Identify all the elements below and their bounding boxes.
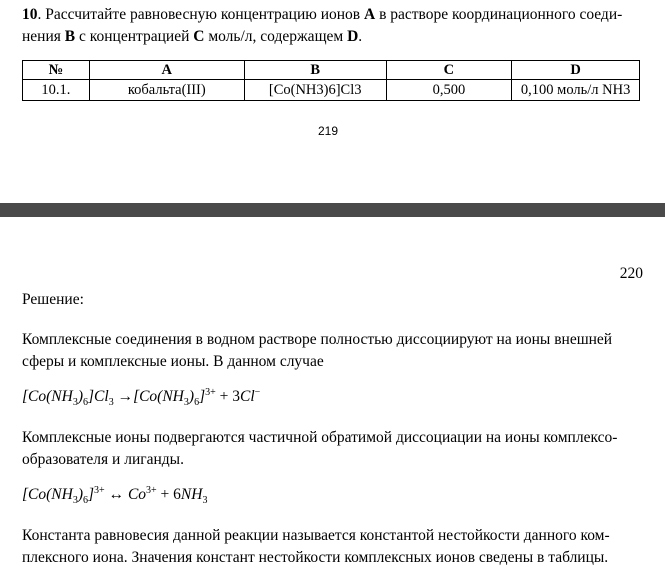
col-header: A [89,61,244,80]
solution-heading: Решение: [22,291,84,308]
problem-number: 10 [22,6,38,23]
col-header: B [244,61,386,80]
page-219 [0,0,665,203]
problem-text: . [358,28,363,45]
problem-statement [22,4,647,48]
equation-2 [22,485,207,506]
eq-text: $[Co(NH_3)_6]^{3+}$ ↔ $Co^{3+} + 6NH_3$ [22,485,208,507]
problem-text: с концентрацией [75,28,194,45]
paragraph: Комплексные ионы подвергаются частичной обратимой диссоциации на ионы комплексо-образователя и лиганды. [22,429,618,468]
paragraph: Комплексные соединения в водном растворе полностью диссоциируют на ионы внешней сферы и комплексные ионы. В данном случае [22,331,613,370]
col-header: C [386,61,512,80]
table-row [23,80,640,101]
var-c: C [193,28,205,45]
problem-text: в растворе координационного соеди-нения [22,6,623,45]
table-cell: 0,500 [386,80,512,101]
table-cell: кобальта(III) [89,80,244,101]
problem-text: . Рассчитайте равновесную концентрацию ионов [37,6,364,23]
var-b: B [64,28,76,45]
table-cell: [Co(NH3)6]Cl3 [244,80,386,101]
equation-1 [22,387,260,408]
var-d: D [347,28,359,45]
problem-text: моль/л, содержащем [204,28,348,45]
table-header-row [23,61,640,80]
page-separator [0,203,665,217]
table-cell: 0,100 моль/л NH3 [512,80,640,101]
paragraph: Константа равновесия данной реакции называется константой нестойкости данного ком-плексного иона. Значения констант нестойкости комплексных ионов сведены в таблицы. [22,527,610,566]
var-a: A [364,6,376,23]
eq-text: $[Co(NH_3)_6]Cl_3 \to[Co(NH_3)_6]^{3+} + 3Cl^-$ [22,387,261,409]
col-header: D [512,61,640,80]
col-header: № [23,61,90,80]
page-number: 219 [318,124,339,138]
page-number: 220 [619,265,643,282]
task-table [22,60,640,101]
page-220 [0,217,665,573]
table-cell: 10.1. [23,80,90,101]
